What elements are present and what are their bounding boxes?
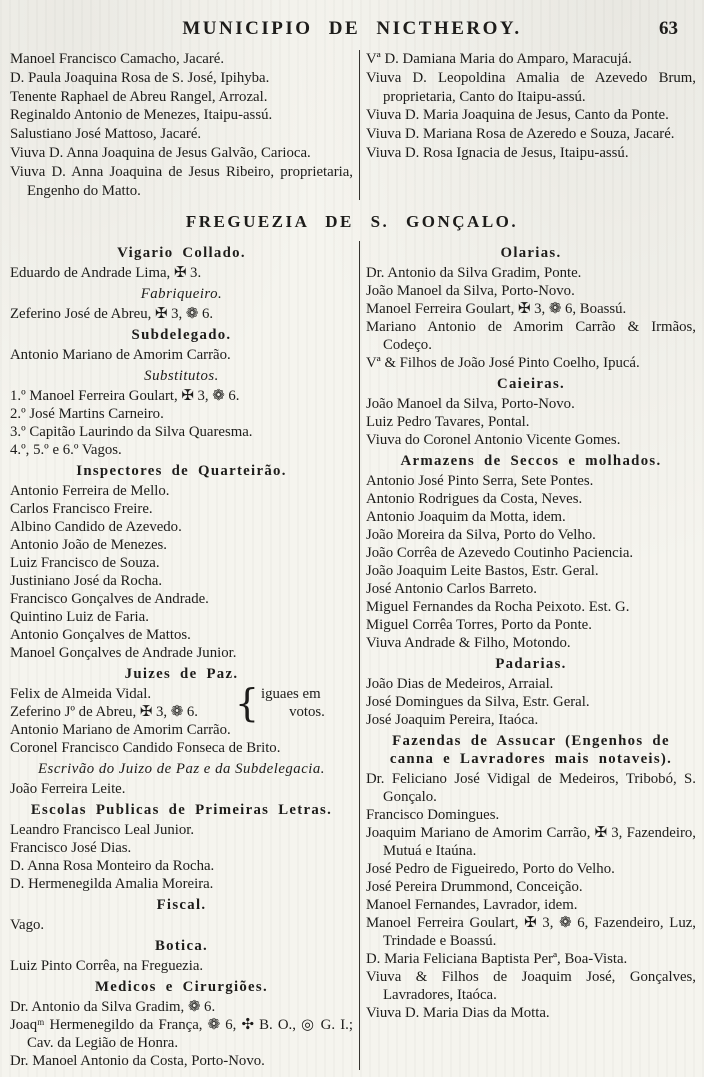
directory-entry: Luiz Francisco de Souza. xyxy=(10,555,160,572)
directory-entry: Viuva D. Maria Dias da Motta. xyxy=(366,1005,550,1022)
directory-entry: Dr. Antonio da Silva Gradim, ❁ 6. xyxy=(10,999,216,1016)
category-heading: Padarias. xyxy=(495,656,567,673)
category-heading: Armazens de Seccos e molhados. xyxy=(400,453,662,470)
directory-entry: Miguel Corrêa Torres, Porto da Ponte. xyxy=(366,617,592,634)
category-heading: Olarias. xyxy=(500,245,562,262)
directory-entry: Vª & Filhos de João José Pinto Coelho, Ipucá. xyxy=(366,355,640,372)
directory-entry: Joaqᵐ Hermenegildo da França, ❁ 6, ✣ B. O., ◎ G. I.; Cav. da Legião de Honra. xyxy=(10,1017,353,1052)
top-left-column xyxy=(8,50,360,200)
freguezia-section xyxy=(8,241,696,1070)
directory-entry: Salustiano José Mattoso, Jacaré. xyxy=(10,126,202,143)
directory-entry: Miguel Fernandes da Rocha Peixoto. Est. G. xyxy=(366,599,630,616)
directory-entry: Dr. Antonio da Silva Gradim, Ponte. xyxy=(366,265,582,282)
directory-entry: D. Anna Rosa Monteiro da Rocha. xyxy=(10,858,215,875)
main-right-column xyxy=(360,241,696,1070)
directory-entry: Viuva D. Rosa Ignacia de Jesus, Itaipu-assú. xyxy=(366,144,629,161)
category-heading: Subdelegado. xyxy=(131,327,232,344)
directory-entry: João Corrêa de Azevedo Coutinho Paciencia. xyxy=(366,545,634,562)
directory-entry: Manoel Francisco Camacho, Jacaré. xyxy=(10,51,225,67)
directory-entry: Francisco Gonçalves de Andrade. xyxy=(10,591,209,608)
tied-candidates xyxy=(10,685,233,721)
directory-entry: D. Hermenegilda Amalia Moreira. xyxy=(10,876,214,893)
directory-entry: Antonio Mariano de Amorim Carrão. xyxy=(10,722,231,739)
category-heading: Fazendas de Assucar (Engenhos de canna e Lavradores mais notaveis). xyxy=(389,733,673,768)
directory-entry: Quintino Luiz de Faria. xyxy=(10,609,149,626)
directory-entry: 4.º, 5.º e 6.º Vagos. xyxy=(10,442,122,459)
directory-entry: 1.º Manoel Ferreira Goulart, ✠ 3, ❁ 6. xyxy=(10,388,240,405)
directory-entry: Viuva D. Maria Joaquina de Jesus, Canto da Ponte. xyxy=(366,107,669,124)
directory-entry: Leandro Francisco Leal Junior. xyxy=(10,822,195,839)
directory-entry: Antonio João de Menezes. xyxy=(10,537,167,554)
directory-entry: Dr. Feliciano José Vidigal de Medeiros, Tribobó, S. Gonçalo. xyxy=(366,771,696,806)
directory-entry: Joaquim Mariano de Amorim Carrão, ✠ 3, Fazendeiro, Mutuá e Itaúna. xyxy=(366,825,696,860)
office-subheading: Fabriqueiro. xyxy=(140,286,223,303)
directory-entry: João Manoel da Silva, Porto-Novo. xyxy=(366,283,575,300)
directory-entry: João Joaquim Leite Bastos, Estr. Geral. xyxy=(366,563,599,580)
page-header xyxy=(8,18,696,44)
directory-entry: Viuva D. Anna Joaquina de Jesus Galvão, Carioca. xyxy=(10,144,311,161)
category-heading: Medicos e Cirurgiões. xyxy=(95,979,268,996)
directory-entry: Manoel Gonçalves de Andrade Junior. xyxy=(10,645,237,662)
section-title-freguezia: FREGUEZIA DE S. GONÇALO. xyxy=(185,212,519,232)
directory-entry: Viuva do Coronel Antonio Vicente Gomes. xyxy=(366,432,621,449)
category-heading: Vigario Collado. xyxy=(117,245,246,262)
directory-entry: Francisco Domingues. xyxy=(366,807,500,824)
main-left-column xyxy=(8,241,360,1070)
directory-entry: Viuva & Filhos de Joaquim José, Gonçalves, Lavradores, Itaóca. xyxy=(366,969,696,1004)
directory-entry: Francisco José Dias. xyxy=(10,840,132,857)
directory-entry: 2.º José Martins Carneiro. xyxy=(10,406,164,423)
directory-entry: Viuva D. Anna Joaquina de Jesus Ribeiro, proprietaria, Engenho do Matto. xyxy=(10,163,353,199)
directory-entry: João Moreira da Silva, Porto do Velho. xyxy=(366,527,596,544)
category-heading: Escolas Publicas de Primeiras Letras. xyxy=(30,802,333,819)
directory-entry: D. Maria Feliciana Baptista Perª, Boa-Vista. xyxy=(366,951,628,968)
directory-entry: José Antonio Carlos Barreto. xyxy=(366,581,537,598)
directory-entry: Eduardo de Andrade Lima, ✠ 3. xyxy=(10,265,202,282)
directory-entry: João Ferreira Leite. xyxy=(10,781,126,798)
directory-entry: Mariano Antonio de Amorim Carrão & Irmãos, Codeço. xyxy=(366,319,696,354)
directory-entry: Viuva D. Mariana Rosa de Azeredo e Souza, Jacaré. xyxy=(366,126,675,143)
directory-entry: Albino Candido de Azevedo. xyxy=(10,519,182,536)
votes-note-line: iguaes em xyxy=(261,686,321,703)
directory-entry: Antonio Rodrigues da Costa, Neves. xyxy=(366,491,583,508)
directory-entry: Manoel Ferreira Goulart, ✠ 3, ❁ 6, Boassú. xyxy=(366,301,627,318)
directory-entry: Antonio Joaquim da Motta, idem. xyxy=(366,509,566,526)
top-right-column xyxy=(360,50,696,200)
directory-entry: D. Paula Joaquina Rosa de S. José, Ipihyba. xyxy=(10,69,270,86)
directory-entry: Antonio Mariano de Amorim Carrão. xyxy=(10,347,231,364)
directory-entry: 3.º Capitão Laurindo da Silva Quaresma. xyxy=(10,424,253,441)
page-number: 63 xyxy=(659,18,678,39)
directory-entry: João Manoel da Silva, Porto-Novo. xyxy=(366,396,575,413)
brace-glyph: { xyxy=(234,681,259,726)
directory-entry: Coronel Francisco Candido Fonseca de Brito. xyxy=(10,740,281,757)
directory-entry: Vª D. Damiana Maria do Amparo, Maracujá. xyxy=(366,51,632,67)
directory-entry: José Joaquim Pereira, Itaóca. xyxy=(366,712,539,729)
office-subheading: Substitutos. xyxy=(144,368,219,385)
category-heading: Fiscal. xyxy=(156,897,207,914)
directory-entry: João Dias de Medeiros, Arraial. xyxy=(366,676,554,693)
category-heading: Botica. xyxy=(154,938,209,955)
directory-entry: Justiniano José da Rocha. xyxy=(10,573,163,590)
directory-entry: José Pereira Drummond, Conceição. xyxy=(366,879,583,896)
directory-entry: Manoel Ferreira Goulart, ✠ 3, ❁ 6, Fazendeiro, Luz, Trindade e Boassú. xyxy=(366,915,696,950)
directory-entry: Zeferino José de Abreu, ✠ 3, ❁ 6. xyxy=(10,306,214,323)
directory-entry: Tenente Raphael de Abreu Rangel, Arrozal. xyxy=(10,88,268,105)
tied-votes-group xyxy=(10,681,353,726)
directory-entry: Felix de Almeida Vidal. xyxy=(10,686,152,703)
category-heading: Inspectores de Quarteirão. xyxy=(76,463,287,480)
page-title: MUNICIPIO DE NICTHEROY. xyxy=(182,18,522,39)
directory-entry: José Pedro de Figueiredo, Porto do Velho. xyxy=(366,861,615,878)
votes-note xyxy=(261,685,353,721)
directory-entry: Dr. Manoel Antonio da Costa, Porto-Novo. xyxy=(10,1053,265,1070)
directory-entry: Luiz Pinto Corrêa, na Freguezia. xyxy=(10,958,204,975)
top-residents-section xyxy=(8,50,696,200)
directory-entry: Antonio Ferreira de Mello. xyxy=(10,483,170,500)
directory-entry: Carlos Francisco Freire. xyxy=(10,501,153,518)
directory-entry: Manoel Fernandes, Lavrador, idem. xyxy=(366,897,578,914)
directory-entry: Reginaldo Antonio de Menezes, Itaipu-assú. xyxy=(10,107,273,124)
category-heading: Caieiras. xyxy=(497,376,565,393)
votes-note-line: votos. xyxy=(289,704,325,721)
directory-entry: Zeferino Jº de Abreu, ✠ 3, ❁ 6. xyxy=(10,704,198,721)
directory-entry: José Domingues da Silva, Estr. Geral. xyxy=(366,694,590,711)
directory-entry: Viuva D. Leopoldina Amalia de Azevedo Brum, proprietaria, Canto do Itaipu-assú. xyxy=(366,69,696,105)
directory-entry: Antonio Gonçalves de Mattos. xyxy=(10,627,191,644)
directory-entry: Vago. xyxy=(10,917,45,934)
directory-entry: Antonio José Pinto Serra, Sete Pontes. xyxy=(366,473,594,490)
directory-entry: Viuva Andrade & Filho, Motondo. xyxy=(366,635,571,652)
directory-entry: Luiz Pedro Tavares, Pontal. xyxy=(366,414,530,431)
category-heading: Juizes de Paz. xyxy=(124,666,239,683)
office-subheading: Escrivão do Juizo de Paz e da Subdelegacia. xyxy=(38,761,325,778)
